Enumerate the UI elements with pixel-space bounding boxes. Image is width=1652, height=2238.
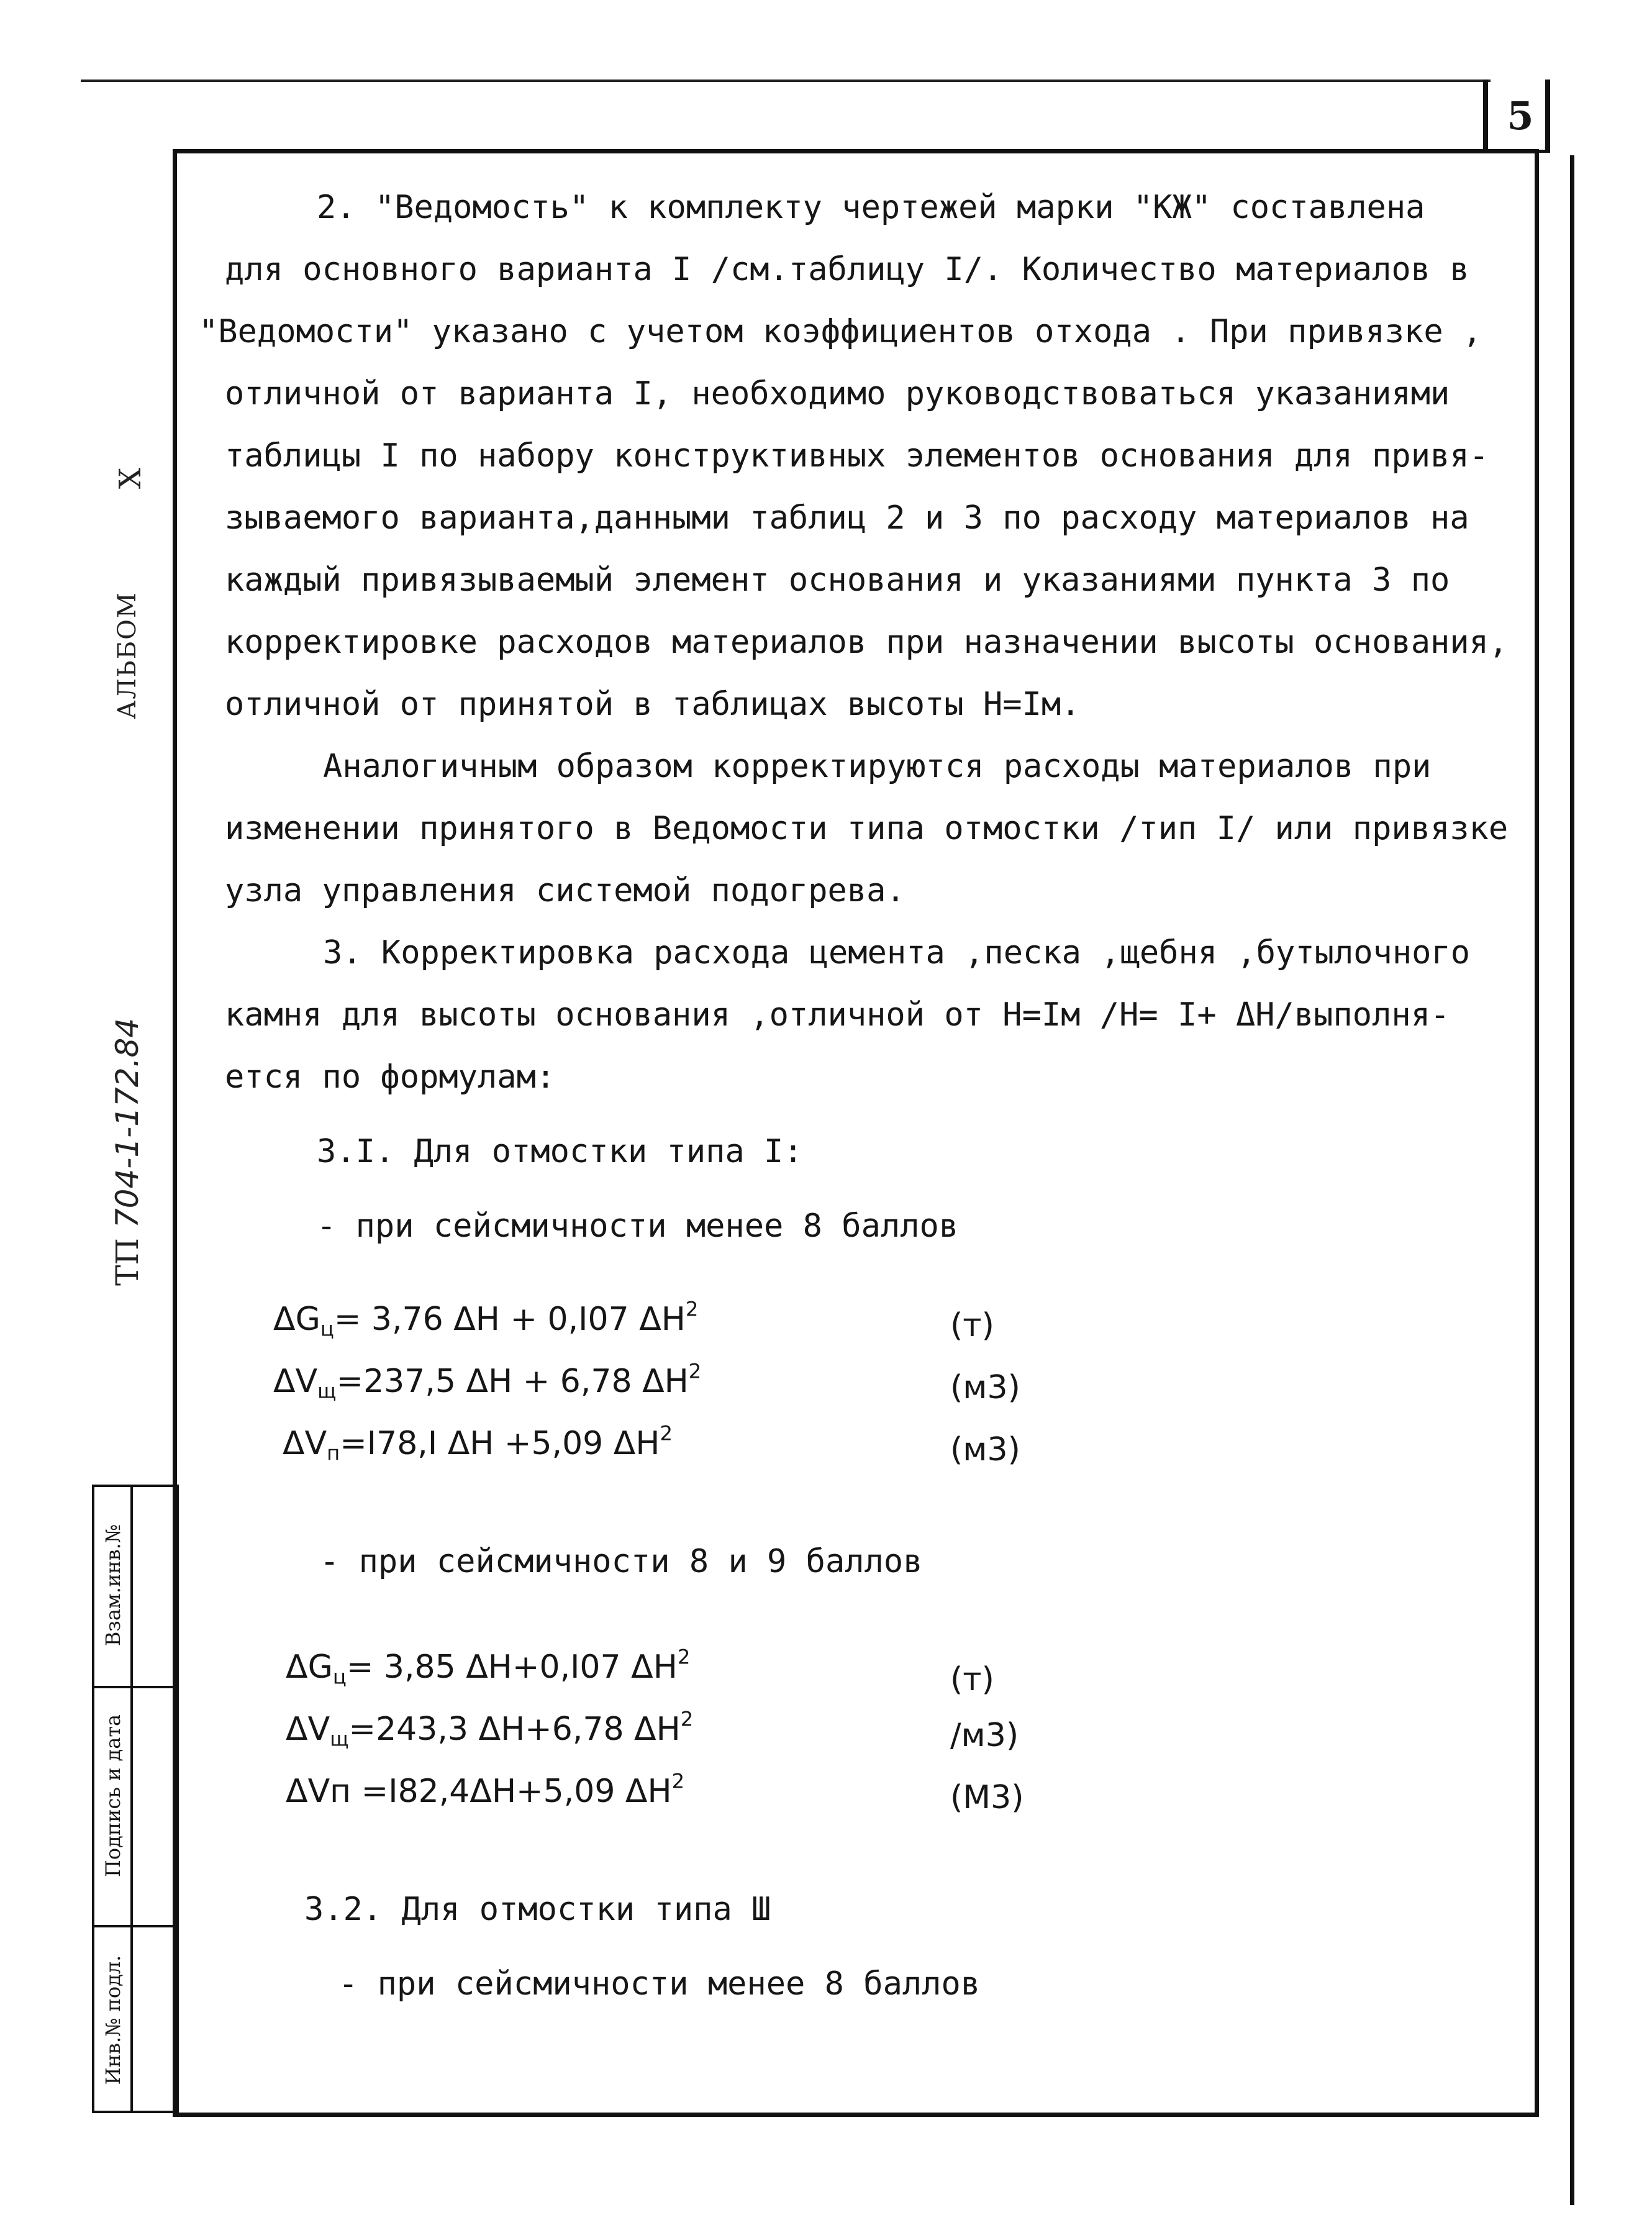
formula-cement-2: $\Delta G_ц= 3,85$ ΔH+0,I07 $\Delta H^2$	[286, 1645, 691, 1689]
text-line: Аналогичным образом корректируются расходы материалов при	[323, 748, 1432, 785]
text-line: корректировке расходов материалов при назначении высоты основания,	[225, 624, 1509, 661]
formula-sand-1: $\Delta V_п=I78,I$ ΔH +5,09 $\Delta H^2$	[283, 1421, 673, 1465]
stamp-cell-replacement: Взам.инв.№	[101, 1524, 125, 1647]
text-line: - при сейсмичности менее 8 баллов	[338, 1965, 981, 2003]
formula-cement-1: $\Delta G_ц= 3,76$ ΔH + 0,I07 $\Delta H^2$	[273, 1297, 699, 1341]
text-line: "Ведомости" указано с учетом коэффициентов отхода . При привязке ,	[199, 313, 1482, 350]
text-line: каждый привязываемый элемент основания и указаниями пункта 3 по	[225, 562, 1450, 599]
text-line: 2. "Ведомость" к комплекту чертежей марки "КЖ" составлена	[317, 189, 1425, 226]
section-heading: 3.2. Для отмостки типа Ш	[304, 1891, 771, 1928]
stamp-cell-signature: Подпись и дата	[101, 1714, 125, 1877]
stamp-table	[92, 1485, 179, 2113]
text-line: узла управления системой подогрева.	[225, 872, 905, 909]
formula-unit: (т)	[950, 1661, 994, 1698]
formula-gravel-2: $\Delta V_щ=243,3$ ΔH+6,78 $\Delta H^2$	[286, 1707, 694, 1751]
text-line: изменении принятого в Ведомости типа отмостки /тип I/ или привязке	[225, 810, 1509, 847]
right-edge-rule	[1570, 155, 1574, 2205]
text-line: отличной от принятой в таблицах высоты Н=Iм.	[225, 686, 1081, 723]
top-rule	[81, 80, 1491, 82]
page-number: 5	[1507, 93, 1534, 139]
formula-unit: /м3)	[950, 1717, 1019, 1754]
side-label-x: X	[113, 467, 148, 489]
text-line: для основного варианта I /см.таблицу I/. Количество материалов в	[225, 251, 1469, 288]
text-line: - при сейсмичности менее 8 баллов	[317, 1208, 959, 1245]
text-line: отличной от варианта I, необходимо руководствоваться указаниями	[225, 375, 1450, 412]
formula-unit: (т)	[950, 1307, 994, 1344]
formula-unit: (М3)	[950, 1779, 1024, 1816]
stamp-row-divider	[94, 1925, 176, 1927]
side-code-prefix: ТП	[109, 1238, 145, 1286]
text-line: 3. Корректировка расхода цемента ,песка ,щебня ,бутылочного	[323, 934, 1471, 971]
text-line: ется по формулам:	[225, 1058, 556, 1096]
text-line: таблицы I по набору конструктивных элементов основания для привя-	[225, 437, 1489, 475]
formula-unit: (м3)	[950, 1369, 1020, 1406]
text-line: - при сейсмичности 8 и 9 баллов	[320, 1543, 923, 1580]
section-heading: 3.I. Для отмостки типа I:	[317, 1133, 803, 1170]
side-label-code	[106, 1019, 149, 1286]
stamp-divider	[130, 1487, 133, 2111]
stamp-row-divider	[94, 1686, 176, 1688]
side-code-number: 704-1-172.84	[109, 1017, 145, 1229]
side-label-album: АЛЬБОМ	[113, 591, 142, 719]
text-line: зываемого варианта,данными таблиц 2 и 3 по расходу материалов на	[225, 499, 1469, 537]
formula-unit: (м3)	[950, 1431, 1020, 1468]
text-line: камня для высоты основания ,отличной от Н=Iм /Н= I+ ΔH/выполня-	[225, 996, 1450, 1034]
stamp-cell-inventory: Инв.№ подл.	[101, 1955, 125, 2085]
formula-gravel-1: $\Delta V_щ=237,5$ ΔH + 6,78 $\Delta H^2$	[273, 1359, 702, 1403]
formula-sand-2: ΔVп =I82,4ΔH+5,09 $\Delta H^2$	[286, 1769, 685, 1810]
